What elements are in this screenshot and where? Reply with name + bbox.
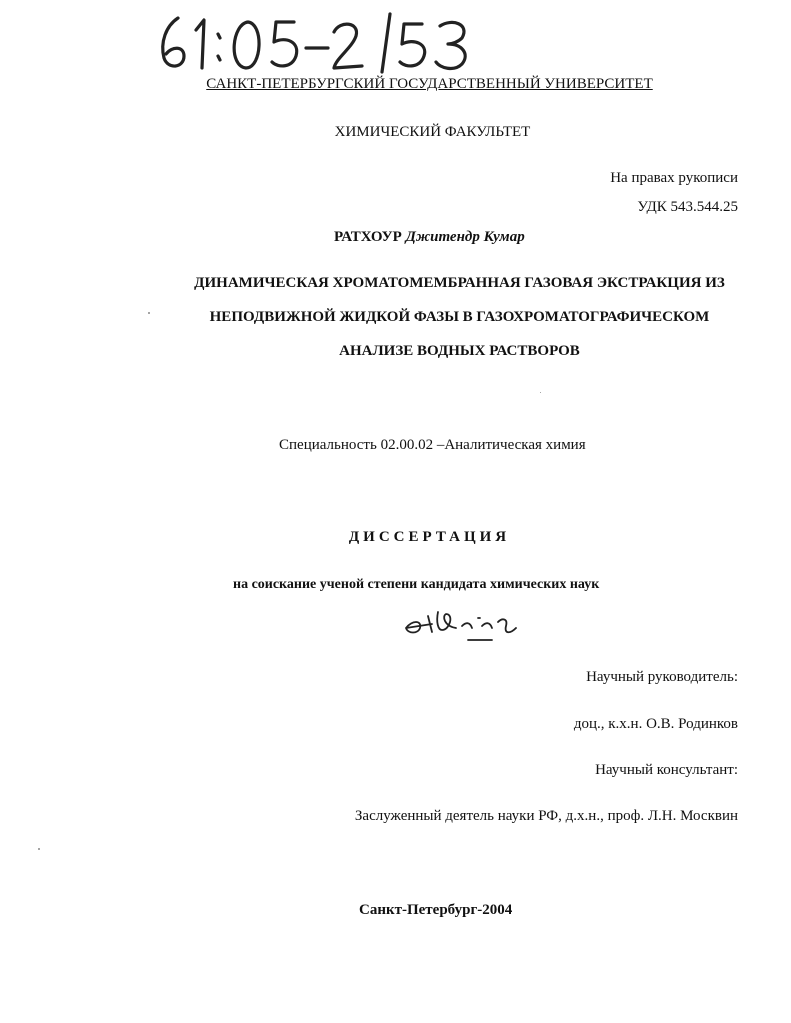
author-name — [334, 229, 525, 246]
thesis-title-line-1: ДИНАМИЧЕСКАЯ ХРОМАТОМЕМБРАННАЯ ГАЗОВАЯ ЭКСТРАКЦИЯ ИЗ — [194, 275, 725, 291]
scan-speck — [38, 848, 40, 850]
thesis-title-line-3: АНАЛИЗЕ ВОДНЫХ РАСТВОРОВ — [339, 343, 580, 359]
scan-speck — [540, 392, 541, 393]
supervisor-name: доц., к.х.н. О.В. Родинков — [573, 716, 738, 732]
handwritten-archive-mark — [156, 12, 486, 74]
author-surname: РАТХОУР — [334, 229, 402, 245]
udc-code: УДК 543.544.25 — [637, 199, 738, 215]
faculty-name: ХИМИЧЕСКИЙ ФАКУЛЬТЕТ — [334, 124, 531, 140]
specialty: Специальность 02.00.02 –Аналитическая химия — [279, 437, 586, 453]
signature-icon — [398, 604, 522, 644]
city-year: Санкт-Петербург-2004 — [359, 902, 513, 918]
document-type: ДИССЕРТАЦИЯ — [348, 529, 511, 545]
degree-statement: на соискание ученой степени кандидата химических наук — [233, 577, 600, 592]
thesis-title-line-2: НЕПОДВИЖНОЙ ЖИДКОЙ ФАЗЫ В ГАЗОХРОМАТОГРАФИЧЕСКОМ — [209, 309, 710, 325]
author-given-names: Джитендр Кумар — [405, 229, 525, 245]
consultant-label: Научный консультант: — [595, 762, 738, 778]
consultant-name: Заслуженный деятель науки РФ, д.х.н., проф. Л.Н. Москвин — [354, 808, 738, 824]
supervisor-label: Научный руководитель: — [586, 669, 738, 685]
scan-speck — [148, 312, 150, 314]
manuscript-rights: На правах рукописи — [610, 170, 738, 186]
university-name: САНКТ-ПЕТЕРБУРГСКИЙ ГОСУДАРСТВЕННЫЙ УНИВЕРСИТЕТ — [206, 76, 653, 92]
